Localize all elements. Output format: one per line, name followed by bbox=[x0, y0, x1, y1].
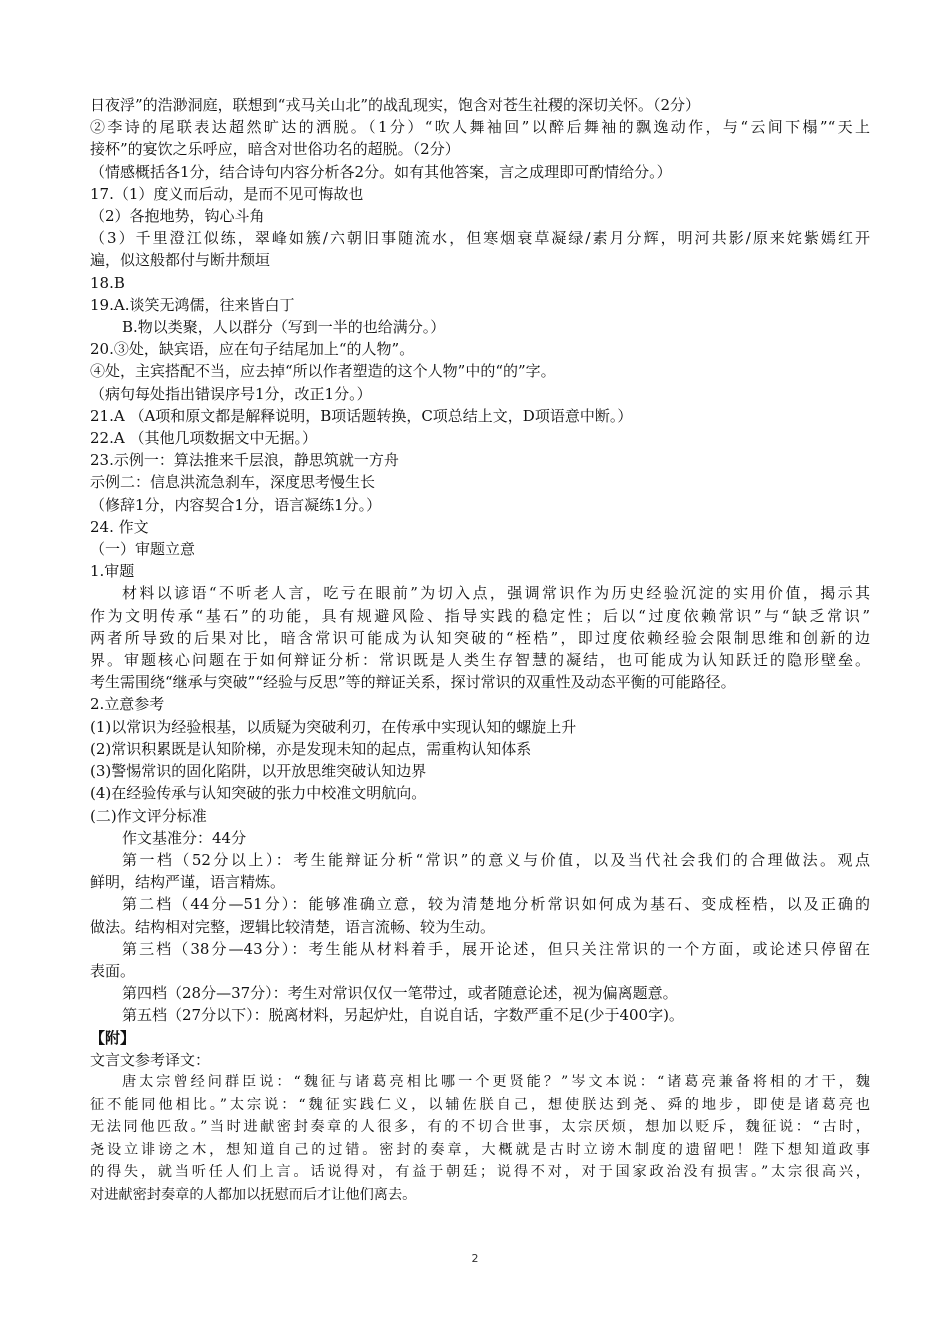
text-line: 第三档（38分—43分）：考生能从材料着手，展开论述，但只关注常识的一个方面，或论述只停留在 bbox=[122, 939, 870, 958]
text-line: 21.A （A项和原文都是解释说明，B项话题转换，C项总结上文，D项语意中断。） bbox=[90, 406, 633, 425]
text-line: 表面。 bbox=[90, 961, 136, 980]
text-line: 2.立意参考 bbox=[90, 695, 165, 714]
text-line: (二)作文评分标准 bbox=[90, 806, 207, 825]
text-line: （2）各抱地势，钩心斗角 bbox=[90, 207, 265, 226]
text-line: 示例二：信息洪流急刹车，深度思考慢生长 bbox=[90, 473, 376, 492]
text-line: 18.B bbox=[90, 273, 125, 292]
text-line: （病句每处指出错误序号1分，改正1分。） bbox=[90, 384, 372, 403]
text-line: 尧设立诽谤之木，想知道自己的过错。密封的奏章，大概就是古时立谤木制度的遗留吧！陛下想知道政事 bbox=[90, 1141, 870, 1158]
text-line: 17.（1）度义而后动，是而不见可悔故也 bbox=[90, 184, 364, 203]
text-line: ②李诗的尾联表达超然旷达的洒脱。（1分）“吹人舞袖回”以醉后舞袖的飘逸动作，与“云间下榻”“天上 bbox=[90, 118, 870, 137]
text-line: 日夜浮”的浩渺洞庭，联想到“戎马关山北”的战乱现实，饱含对苍生社稷的深切关怀。（2分） bbox=[90, 96, 701, 114]
text-line: 20.③处，缺宾语，应在句子结尾加上“的人物”。 bbox=[90, 340, 415, 359]
text-line: 两者所导致的后果对比，暗含常识可能成为认知突破的“桎梏”，即过度依赖经验会限制思维和创新的边 bbox=[90, 628, 870, 647]
text-line: (3)警惕常识的固化陷阱，以开放思维突破认知边界 bbox=[90, 762, 427, 781]
text-line: 唐太宗曾经问群臣说：“魏征与诸葛亮相比哪一个更贤能？”岑文本说：“诸葛亮兼备将相的才干，魏 bbox=[122, 1073, 870, 1090]
text-line: 23.示例一：算法推来千层浪，静思筑就一方舟 bbox=[90, 451, 399, 470]
text-line: (4)在经验传承与认知突破的张力中校准文明航向。 bbox=[90, 784, 427, 803]
text-line: 第四档（28分—37分）：考生对常识仅仅一笔带过，或者随意论述，视为偏离题意。 bbox=[122, 984, 678, 1003]
text-line: 第五档（27分以下）：脱离材料，另起炉灶，自说自话，字数严重不足(少于400字)。 bbox=[122, 1006, 684, 1025]
text-line: 文言文参考译文： bbox=[90, 1050, 211, 1069]
text-line: ④处，主宾搭配不当，应去掉“所以作者塑造的这个人物”中的“的”字。 bbox=[90, 362, 556, 381]
text-line: 作文基准分：44分 bbox=[122, 828, 247, 847]
text-line: 第一档（52分以上）：考生能辩证分析“常识”的意义与价值，以及当代社会我们的合理做法。观点 bbox=[122, 850, 870, 869]
text-line: 遍，似这般都付与断井颓垣 bbox=[90, 251, 271, 270]
text-line: （3）千里澄江似练，翠峰如簇/六朝旧事随流水，但寒烟衰草凝绿/素月分辉，明河共影/原来姹紫嫣红开 bbox=[90, 229, 870, 248]
text-line: (1)以常识为经验根基，以质疑为突破利刃，在传承中实现认知的螺旋上升 bbox=[90, 717, 577, 736]
text-line: 【附】 bbox=[90, 1028, 136, 1047]
text-line: 19.A.谈笑无鸿儒，往来皆白丁 bbox=[90, 295, 295, 314]
text-line: 的得失，就当听任人们上言。话说得对，有益于朝廷；说得不对，对于国家政治没有损害。”太宗很高兴， bbox=[90, 1164, 870, 1181]
document-body bbox=[90, 94, 870, 1207]
text-line: 考生需围绕“继承与突破”“经验与反思”等的辩证关系，探讨常识的双重性及动态平衡的可能路径。 bbox=[90, 673, 736, 692]
text-line: 第二档（44分—51分）：能够准确立意，较为清楚地分析常识如何成为基石、变成桎梏，以及正确的 bbox=[122, 895, 870, 914]
text-line: 鲜明，结构严谨，语言精炼。 bbox=[90, 873, 286, 892]
text-line: 无法同他匹敌。”当时进献密封奏章的人很多，有的不切合世事，太宗厌烦，想加以贬斥，魏征说：“古时， bbox=[90, 1119, 870, 1136]
text-line: 做法。结构相对完整，逻辑比较清楚，语言流畅、较为生动。 bbox=[90, 917, 496, 936]
text-line: B.物以类聚，人以群分（写到一半的也给满分。） bbox=[122, 318, 446, 337]
text-line: 材料以谚语“不听老人言，吃亏在眼前”为切入点，强调常识作为历史经验沉淀的实用价值，揭示其 bbox=[122, 584, 870, 603]
text-line: 24. 作文 bbox=[90, 517, 149, 536]
text-line: 接杯”的宴饮之乐呼应，暗含对世俗功名的超脱。（2分） bbox=[90, 140, 460, 159]
text-line: 1.审题 bbox=[90, 562, 135, 581]
text-line: （情感概括各1分，结合诗句内容分析各2分。如有其他答案，言之成理即可酌情给分。） bbox=[90, 162, 672, 181]
page-number: 2 bbox=[471, 1252, 479, 1265]
text-line: 界。审题核心问题在于如何辩证分析：常识既是人类生存智慧的凝结，也可能成为认知跃迁的隐形壁垒。 bbox=[90, 651, 870, 670]
text-line: 作为文明传承“基石”的功能，具有规避风险、指导实践的稳定性；后以“过度依赖常识”与“缺乏常识” bbox=[90, 606, 870, 625]
text-line: (2)常识积累既是认知阶梯，亦是发现未知的起点，需重构认知体系 bbox=[90, 739, 532, 758]
text-line: 对进献密封奏章的人都加以抚慰而后才让他们离去。 bbox=[90, 1186, 417, 1203]
text-line: 22.A （其他几项数据文中无据。） bbox=[90, 429, 317, 448]
text-line: （一）审题立意 bbox=[90, 540, 196, 559]
text-line: （修辞1分，内容契合1分，语言凝练1分。） bbox=[90, 495, 382, 514]
text-line: 征不能同他相比。”太宗说：“魏征实践仁义，以辅佐朕自己，想使朕达到尧、舜的地步，即使是诸葛亮也 bbox=[90, 1096, 870, 1113]
